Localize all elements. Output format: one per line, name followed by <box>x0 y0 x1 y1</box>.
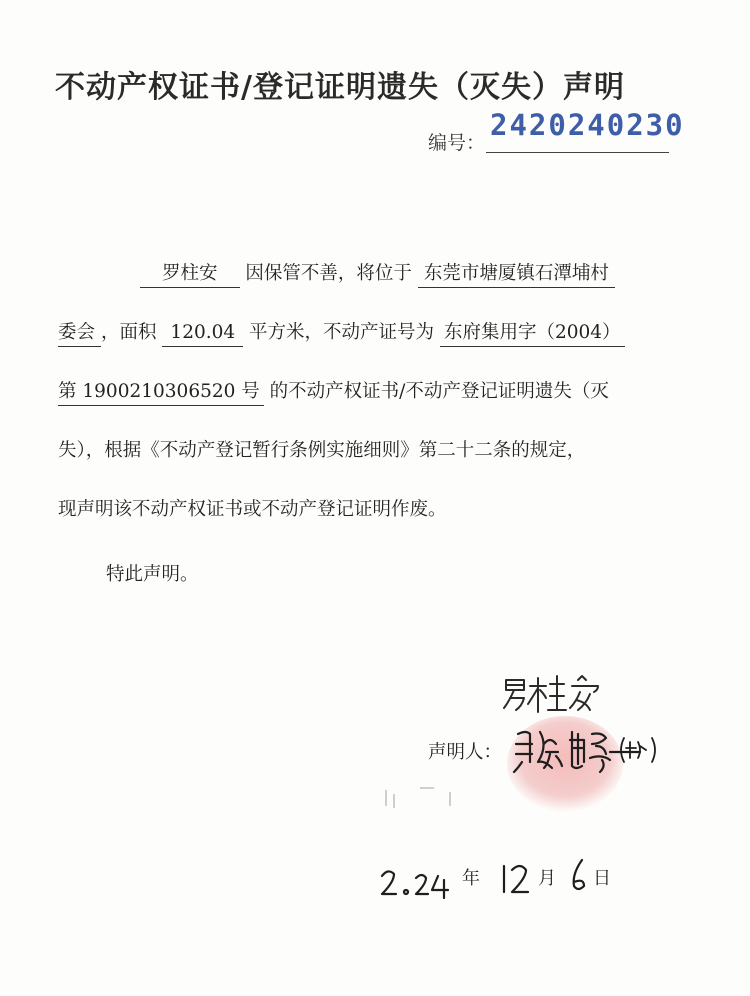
number-value: 2420240230 <box>490 108 685 142</box>
paragraph-line-2 <box>58 311 708 370</box>
certificate-number-1: 东府集用字（2004） <box>440 320 625 347</box>
paragraph-line-1 <box>58 252 708 311</box>
number-label: 编号： <box>428 132 486 154</box>
day-char: 日 <box>593 868 611 889</box>
text-unit: 平方米，不动产证号为 <box>249 322 435 343</box>
text-because: 因保管不善，将位于 <box>245 263 412 284</box>
property-location-2: 委会 <box>58 320 101 347</box>
declarant-name: 罗柱安 <box>140 261 240 288</box>
paragraph-line-5: 现声明该不动产权证书或不动产登记证明作废。 <box>58 499 447 520</box>
handwritten-day <box>566 856 592 896</box>
paragraph-line-4: 失），根据《不动产登记暂行条例实施细则》第二十二条的规定， <box>58 440 586 461</box>
number-underline <box>486 152 669 153</box>
handwritten-proxy-signature <box>512 724 662 776</box>
declaration-paragraph <box>58 252 708 547</box>
property-area: 120.04 <box>162 320 243 347</box>
closing-statement: 特此声明。 <box>106 564 199 585</box>
certificate-number-2: 第 1900210306520 号 <box>58 379 264 406</box>
handwritten-year <box>378 862 456 902</box>
handwritten-name-signature <box>500 670 610 716</box>
paragraph-line-3 <box>58 370 708 429</box>
text-area: ，面积 <box>101 322 157 343</box>
text-lost: 的不动产权证书/不动产登记证明遗失（灭 <box>269 381 609 402</box>
faint-background-marks <box>380 780 470 810</box>
date-row <box>378 856 618 906</box>
handwritten-month <box>496 856 540 896</box>
month-char: 月 <box>538 868 556 889</box>
document-title: 不动产权证书/登记证明遗失（灭失）声明 <box>55 70 625 105</box>
declarant-label: 声明人： <box>428 742 503 763</box>
property-location-1: 东莞市塘厦镇石潭埔村 <box>418 261 615 288</box>
year-char: 年 <box>462 868 480 889</box>
number-row <box>428 108 685 156</box>
